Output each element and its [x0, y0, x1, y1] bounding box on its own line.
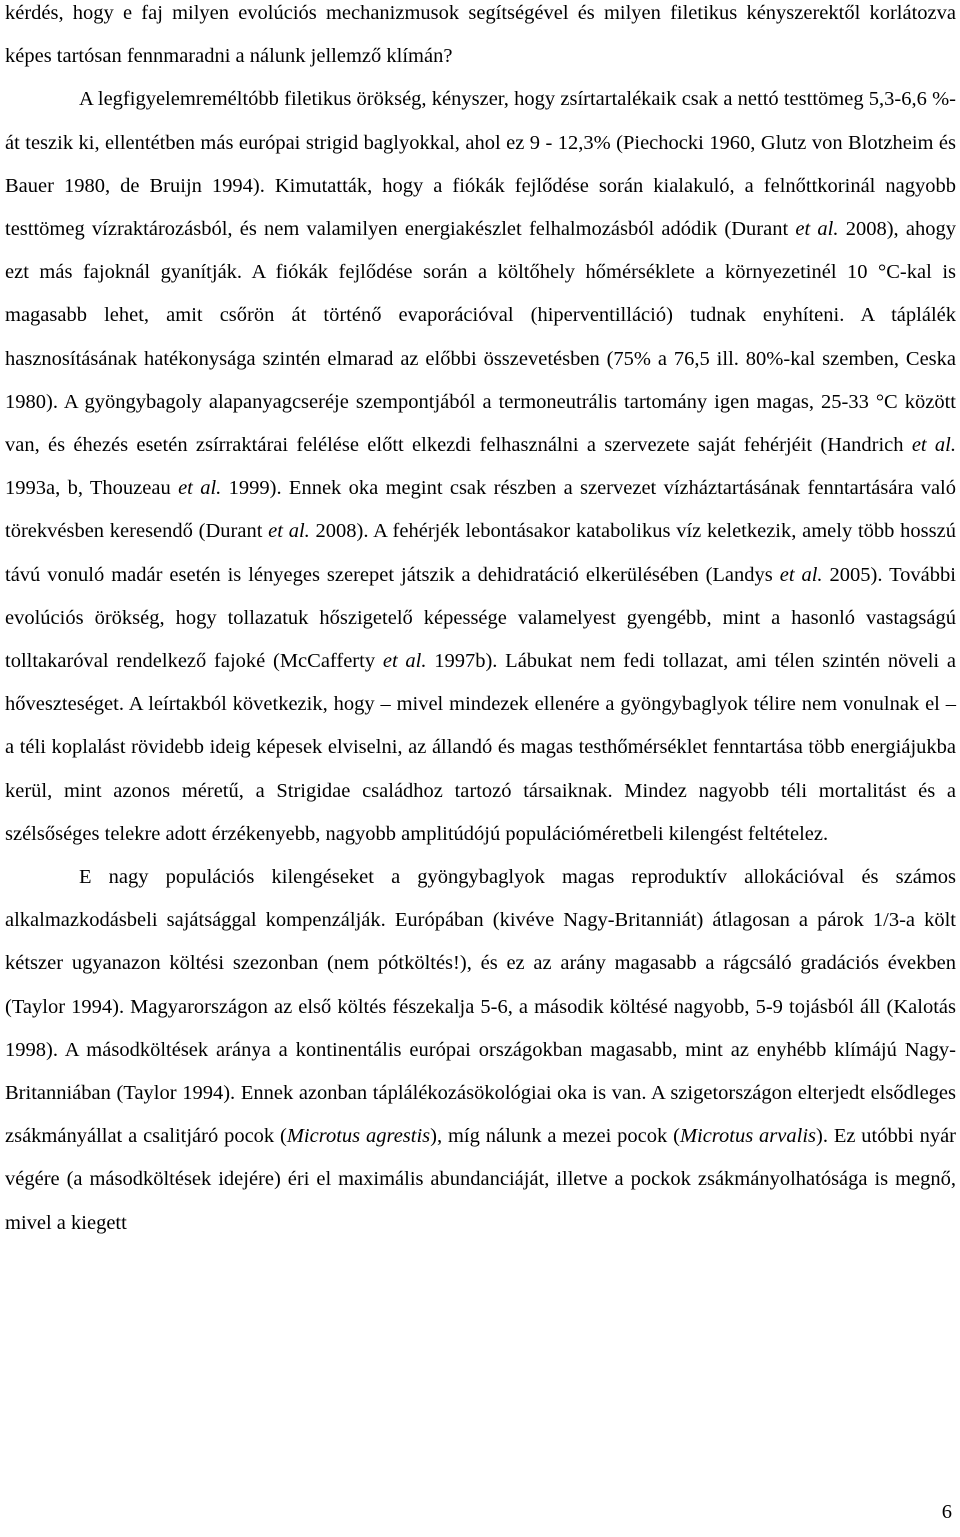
- text-run: ). Ez utóbbi nyár végére (a másodköltések idejére) éri el maximális abundanciáját, illetve a pockok zsákmányolhatósága is megnő, mivel a kiegett: [5, 1125, 956, 1234]
- document-page: [5, 0, 956, 1245]
- text-run: 1999). Ennek oka megint csak részben a szervezet vízháztartásának fenntartására való törekvésben keresendő (Durant: [5, 477, 956, 543]
- text-run: 1993a, b, Thouzeau: [5, 477, 179, 500]
- text-run: A legfigyelemreméltóbb filetikus örökség, kényszer, hogy zsírtartalékaik csak a nettó testtömeg 5,3-6,6 %-át teszik ki, ellentétben más európai strigid baglyokkal, ahol ez 9 - 12,3% (Piechocki 1960, Glutz von Blotzheim és Bauer 1980, de Bruijn 1994). Kimutatták, hogy a fiókák fejlődése során kialakuló, a felnőttkorinál nagyobb testtömeg vízraktározásból, és nem valamilyen energiakészlet felhalmozásból adódik (Durant: [5, 88, 956, 241]
- text-run: 2008). A fehérjék lebontásakor katabolikus víz keletkezik, amely több hosszú távú vonuló madár esetén is lényeges szerepet játszik a dehidratáció elkerülésében (Landys: [5, 520, 956, 586]
- text-run: kérdés, hogy e faj milyen evolúciós mechanizmusok segítségével és milyen filetikus kényszerektől korlátozva képes tartósan fennmaradni a nálunk jellemző klímán?: [5, 2, 956, 68]
- italic-text-run: et al.: [911, 434, 956, 457]
- italic-text-run: et al.: [268, 520, 310, 543]
- italic-text-run: Microtus agrestis: [286, 1125, 431, 1148]
- text-run: ), míg nálunk a mezei pocok (: [430, 1125, 680, 1148]
- paragraph-3: [5, 856, 956, 1245]
- text-run: 2008), ahogy ezt más fajoknál gyanítják. A fiókák fejlődése során a költőhely hőmérséklete a környezetinél 10 °C-kal is magasabb lehet, amit csőrön át történő evaporációval (hiperventilláció) tudnak enyhíteni. A táplálék hasznosításának hatékonysága szintén elmarad az előbbi összevetésben (75% a 76,5 ill. 80%-kal szemben, Ceska 1980). A gyöngybagoly alapanyagcseréje szempontjából a termoneutrális tartomány igen magas, 25-33 °C között van, és éhezés esetén zsírraktárai felélése előtt elkezdi felhasználni a szervezete saját fehérjéit (Handrich: [5, 218, 956, 457]
- text-run: 1997b). Lábukat nem fedi tollazat, ami télen szintén növeli a hőveszteséget. A leírtakból következik, hogy – mivel mindezek ellenére a gyöngybaglyok télire nem vonulnak el – a téli koplalást rövidebb ideig képesek elviselni, az állandó és magas testhőmérséklet fenntartása több energiájukba kerül, mint azonos méretű, a Strigidae családhoz tartozó társaiknak. Mindez nagyobb téli mortalitást és a szélsőséges telekre adott érzékenyebb, nagyobb amplitúdójú populációméretbeli kilengést feltételez.: [5, 650, 956, 845]
- page-number: 6: [941, 1501, 952, 1523]
- italic-text-run: et al.: [779, 563, 823, 586]
- paragraph-1: [5, 0, 956, 78]
- italic-text-run: et al.: [178, 477, 222, 500]
- text-run: 2005). További evolúciós örökség, hogy tollazatuk hőszigetelő képessége valamelyest gyengébb, mint a hasonló vastagságú tolltakaróval rendelkező fajoké (McCafferty: [5, 563, 956, 673]
- italic-text-run: et al.: [795, 218, 839, 241]
- italic-text-run: Microtus arvalis: [679, 1125, 817, 1148]
- italic-text-run: et al.: [382, 650, 427, 673]
- paragraph-2: [5, 78, 956, 856]
- text-run: E nagy populációs kilengéseket a gyöngybaglyok magas reproduktív allokációval és számos alkalmazkodásbeli sajátsággal kompenzálják. Európában (kivéve Nagy-Britanniát) átlagosan a párok 1/3-a költ kétszer ugyanazon költési szezonban (nem pótköltés!), és ez az arány magasabb a rágcsáló gradációs években (Taylor 1994). Magyarországon az első költés fészekalja 5-6, a második költésé nagyobb, 5-9 tojásból áll (Kalotás 1998). A másodköltések aránya a kontinentális európai országokban magasabb, mint az enyhébb klímájú Nagy-Britanniában (Taylor 1994). Ennek azonban táplálékozásökológiai oka is van. A szigetországon elterjedt elsődleges zsákmányállat a csalitjáró pocok (: [5, 866, 956, 1148]
